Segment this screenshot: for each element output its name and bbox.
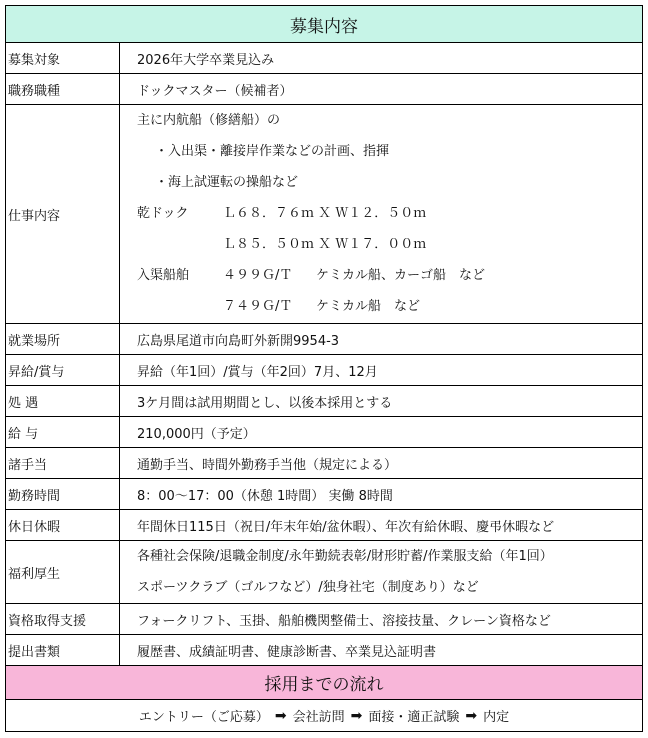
row-label-allowance: 諸手当 (6, 448, 120, 479)
welfare-line: スポーツクラブ（ゴルフなど）/独身社宅（制度あり）など (137, 580, 479, 595)
ship-row (137, 260, 642, 291)
row-label-target: 募集対象 (6, 43, 120, 74)
row-value-holidays: 年間休日115日（祝日/年末年始/盆休暇）、年次有給休暇、慶弔休暇など (120, 510, 643, 541)
row-label-license: 資格取得支援 (6, 604, 120, 635)
right-arrow-icon: ➡ (274, 707, 287, 724)
hiring-flow (6, 700, 642, 731)
row-label-hours: 勤務時間 (6, 479, 120, 510)
table-row (6, 105, 642, 324)
table-row (6, 355, 642, 386)
table-row (6, 604, 642, 635)
section-header-recruitment: 募集内容 (6, 6, 642, 43)
row-label-location: 就業場所 (6, 324, 120, 355)
table-row (6, 324, 642, 355)
row-value-target: 2026年大学卒業見込み (120, 43, 643, 74)
row-value-allowance: 通勤手当、時間外勤務手当他（規定による） (120, 448, 643, 479)
dock-key: 乾ドック (137, 206, 189, 221)
table-row (6, 479, 642, 510)
table-row (6, 417, 642, 448)
section-header-flow: 採用までの流れ (6, 665, 642, 700)
row-label-treatment: 処 遇 (6, 386, 120, 417)
right-arrow-icon: ➡ (465, 707, 478, 724)
table-row (6, 74, 642, 105)
recruitment-sheet (5, 5, 643, 732)
work-line: ・海上試運転の操船など (155, 175, 299, 190)
ship-tonnage: ４９９Ｇ/Ｔ (223, 268, 293, 283)
row-value-raise: 昇給（年1回）/賞与（年2回）7月、12月 (120, 355, 643, 386)
dock-size: Ｌ６８．７６ｍ Ｘ Ｗ１２．５０ｍ (223, 206, 427, 221)
table-row (6, 510, 642, 541)
dock-size: Ｌ８５．５０ｍ Ｘ Ｗ１７．００ｍ (223, 237, 427, 252)
row-value-job: ドックマスター（候補者） (120, 74, 643, 105)
row-label-documents: 提出書類 (6, 635, 120, 666)
row-value-hours: 8：00～17：00（休憩 1時間） 実働 8時間 (120, 479, 643, 510)
work-line: 主に内航船（修繕船）の (137, 113, 281, 128)
flow-step-interview: 面接・適正試験 (368, 710, 460, 725)
work-line: ・入出渠・離接岸作業などの計画、指揮 (155, 144, 390, 159)
flow-step-visit: 会社訪問 (292, 710, 345, 725)
table-row (6, 541, 642, 604)
ship-tonnage: ７４９Ｇ/Ｔ (223, 299, 293, 314)
row-label-job: 職務職種 (6, 74, 120, 105)
table-row (6, 43, 642, 74)
table-row (6, 635, 642, 666)
row-value-treatment: 3ケ月間は試用期間とし、以後本採用とする (120, 386, 643, 417)
row-label-welfare: 福利厚生 (6, 541, 120, 604)
dock-row (137, 229, 642, 260)
row-value-welfare (120, 541, 643, 604)
recruitment-table (6, 43, 642, 665)
row-value-salary: 210,000円（予定） (120, 417, 643, 448)
row-value-work (120, 105, 643, 324)
flow-step-offer: 内定 (483, 710, 510, 725)
row-label-holidays: 休日休暇 (6, 510, 120, 541)
table-row (6, 386, 642, 417)
table-row (6, 448, 642, 479)
right-arrow-icon: ➡ (350, 707, 363, 724)
welfare-line: 各種社会保険/退職金制度/永年勤続表彰/財形貯蓄/作業服支給（年1回） (137, 549, 553, 564)
flow-step-entry: エントリー（ご応募） (138, 710, 269, 725)
row-value-license: フォークリフト、玉掛、船舶機関整備士、溶接技量、クレーン資格など (120, 604, 643, 635)
row-value-documents: 履歴書、成績証明書、健康診断書、卒業見込証明書 (137, 644, 437, 660)
row-value-location: 広島県尾道市向島町外新開9954-3 (120, 324, 643, 355)
ship-types: ケミカル船 など (316, 299, 421, 314)
row-label-salary: 給 与 (6, 417, 120, 448)
ship-key: 入渠船舶 (137, 268, 190, 283)
ship-row (137, 291, 642, 322)
row-label-raise: 昇給/賞与 (6, 355, 120, 386)
dock-row (137, 198, 642, 229)
ship-types: ケミカル船、カーゴ船 など (316, 268, 486, 283)
row-label-work: 仕事内容 (6, 105, 120, 324)
